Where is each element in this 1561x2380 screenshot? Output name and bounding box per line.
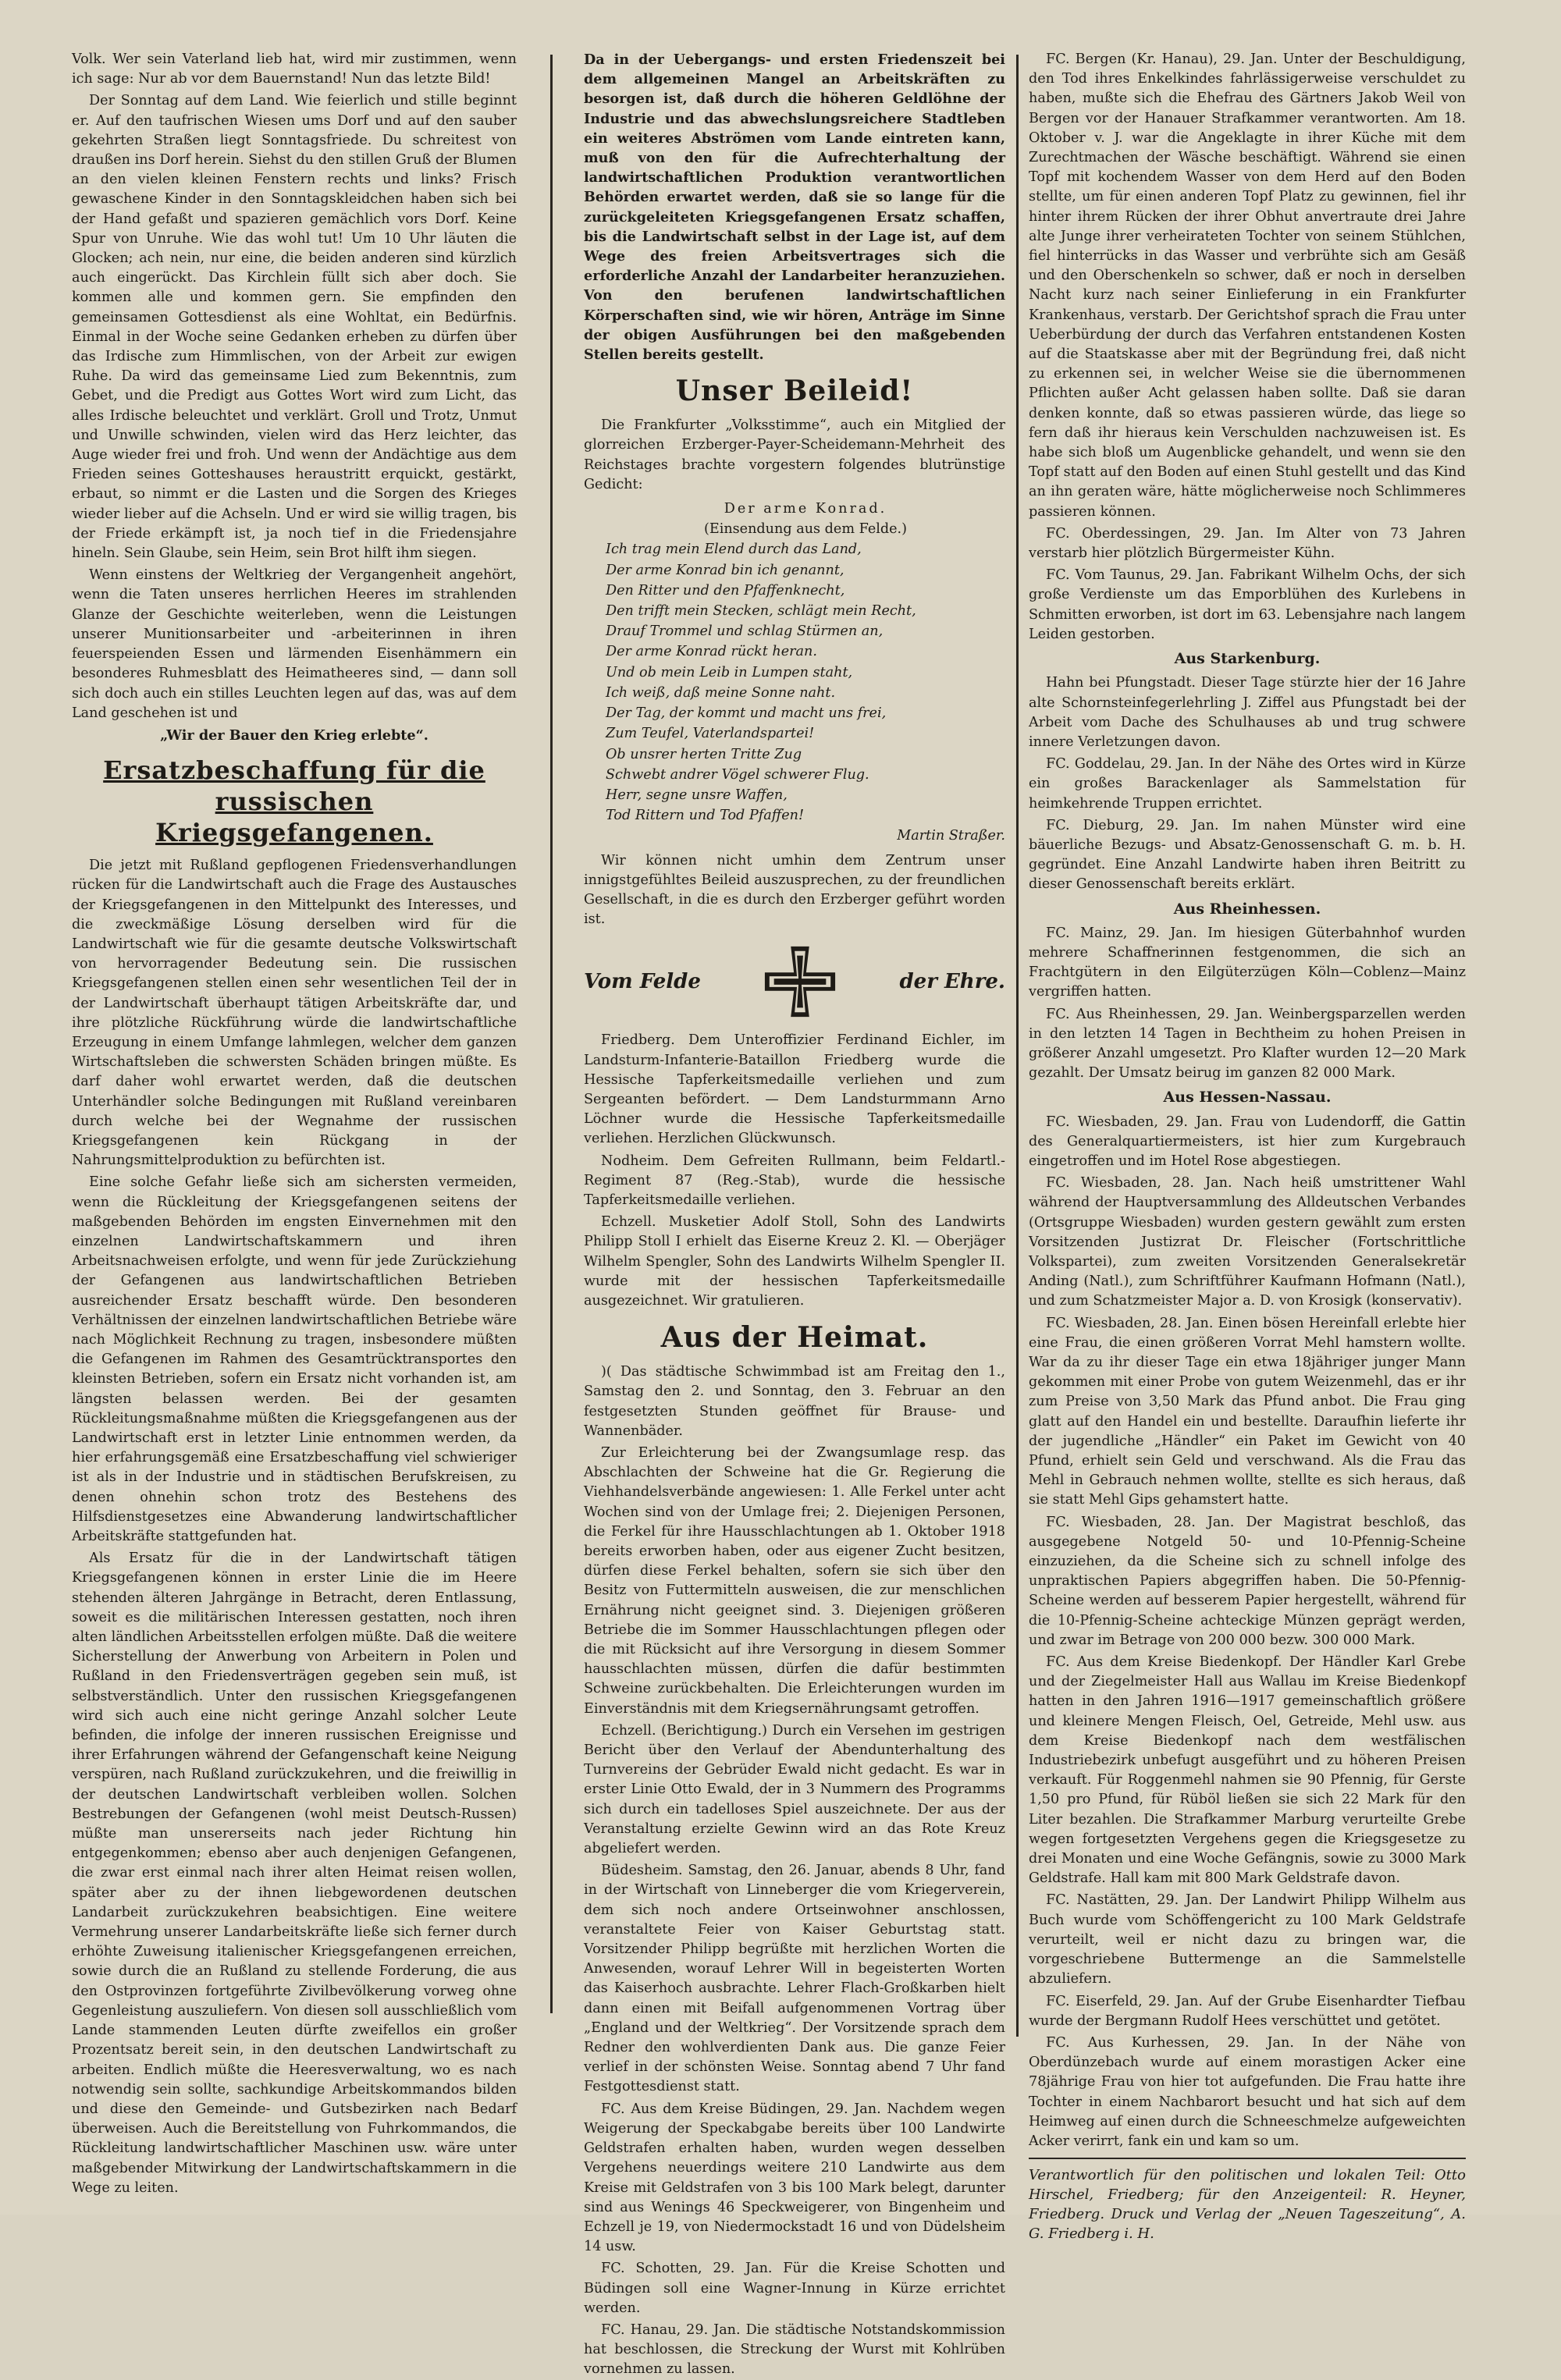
- paragraph: Friedberg. Dem Unteroffizier Ferdinand Eichler, im Landsturm-Infanterie-Bataillon Friedberg wurde die Hessische Tapferkeitsmedaille verliehen und zum Sergeanten befördert. — Dem Landsturmmann Arno Löchner wurde die Hessische Tapferkeitsmedaille verliehen. Herzlichen Glückwunsch.: [584, 1032, 1005, 1147]
- poem-line: Der arme Konrad bin ich genannt,: [606, 562, 845, 578]
- poem-line: Den Ritter und den Pfaffenknecht,: [606, 582, 845, 599]
- poem-author: Martin Straßer.: [897, 828, 1005, 844]
- paragraph: FC. Hanau, 29. Jan. Die städtische Notstandskommission hat beschlossen, die Streckung der Wurst mit Kohlrüben vornehmen zu lassen.: [584, 2321, 1005, 2378]
- poem-line: Der arme Konrad rückt heran.: [606, 644, 817, 660]
- paragraph: FC. Dieburg, 29. Jan. Im nahen Münster wird eine bäuerliche Bezugs- und Absatz-Genossenschaft G. m. b. H. gegründet. Eine Anzahl Landwirte haben ihren Beitritt zu dieser Genossenschaft bereits erklärt.: [1029, 817, 1466, 893]
- feld-heading-left: Vom Felde: [584, 969, 701, 993]
- poem-title: Der arme Konrad.: [724, 501, 887, 517]
- paragraph: Echzell. Musketier Adolf Stoll, Sohn des Landwirts Philipp Stoll I erhielt das Eiserne Kreuz 2. Kl. — Oberjäger Wilhelm Spengler, Sohn des Landwirts Wilhelm Spengler II. wurde mit der hessischen Tapferkeitsmedaille ausgezeichnet. Wir gratulieren.: [584, 1214, 1005, 1309]
- paragraph: FC. Vom Taunus, 29. Jan. Fabrikant Wilhelm Ochs, der sich große Verdienste um das Emporblühen des Kurlebens in Schmitten erworben, ist dort im 63. Lebensjahre nach langem Leiden gestorben.: [1029, 567, 1466, 642]
- poem-line: Der Tag, der kommt und macht uns frei,: [606, 705, 887, 722]
- paragraph: Hahn bei Pfungstadt. Dieser Tage stürzte hier der 16 Jahre alte Schornsteinfegerlehrling J. Ziffel aus Pfungstadt bei der Arbeit vom Dache des Schulhauses ab und trug schwere innere Verletzungen davon.: [1029, 675, 1466, 750]
- section-heading-beileid: Unser Beileid!: [675, 375, 914, 408]
- paragraph: FC. Mainz, 29. Jan. Im hiesigen Güterbahnhof wurden mehrere Schaffnerinnen festgenommen, die sich an Frachtgütern in den Eilgüterzügen Köln—Coblenz—Mainz vergriffen hatten.: [1029, 925, 1466, 1000]
- paragraph: FC. Aus dem Kreise Büdingen, 29. Jan. Nachdem wegen Weigerung der Speckabgabe bereits über 100 Landwirte Geldstrafen erhalten haben, wurden wegen desselben Vergehens neuerdings weitere 210 Landwirte aus dem Kreise mit Geldstrafen von 3 bis 100 Mark belegt, darunter sind aus Wenings 46 Speckweigerer, von Bingenheim und Echzell je 19, von Niedermockstadt 16 und von Düdelsheim 14 usw.: [584, 2101, 1005, 2255]
- poem-line: Schwebt andrer Vögel schwerer Flug.: [606, 766, 869, 783]
- subheading-rheinhessen: Aus Rheinhessen.: [1173, 900, 1321, 918]
- paragraph: Wenn einstens der Weltkrieg der Vergangenheit angehört, wenn die Taten unseres herrlichen Heeres im strahlenden Glanze der Geschichte weiterleben, wenn die Leistungen unserer Munitionsarbeiter und -arbeiterinnen in ihren feuerspeienden Essen und lärmenden Eisenhämmern ein besonderes Ruhmesblatt des Heimatheeres sind, — dann soll sich doch auch ein stilles Leuchten legen auf das, was auf dem Land geschehen ist und: [72, 567, 517, 721]
- column-rule-left: [550, 55, 553, 2013]
- section-heading-feld: [584, 943, 1005, 1020]
- subheading-starkenburg: Aus Starkenburg.: [1174, 650, 1321, 668]
- paragraph: Nodheim. Dem Gefreiten Rullmann, beim Feldartl.-Regiment 87 (Reg.-Stab), wurde die hessische Tapferkeitsmedaille verliehen.: [584, 1153, 1005, 1208]
- paragraph: FC. Oberdessingen, 29. Jan. Im Alter von 73 Jahren verstarb hier plötzlich Bürgermeister Kühn.: [1029, 525, 1466, 562]
- subheading-hessen-nassau: Aus Hessen-Nassau.: [1163, 1089, 1332, 1107]
- divider: [1029, 2158, 1466, 2159]
- feld-heading-right: der Ehre.: [899, 969, 1005, 993]
- paragraph: Der Sonntag auf dem Land. Wie feierlich und stille beginnt er. Auf den taufrischen Wiesen ums Dorf und auf den sauber gekehrten Straßen liegt Sonntagsfriede. Du schreitest von draußen ins Dorf herein. Siehst du den stillen Gruß der Blumen an den vielen kleinen Fenstern rechts und links? Frisch gewaschene Kinder in den Sonntagskleidchen haben sich bei der Hand gefaßt und spazieren gemächlich vors Dorf. Keine Spur von Unruhe. Wie das wohl tut! Um 10 Uhr läuten die Glocken; ach nein, nur eine, die beiden anderen sind kürzlich auch eingerückt. Das Kirchlein füllt sich aber doch. Sie kommen alle und kommen gern. Sie empfinden den gemeinsamen Gottesdienst als eine Wohltat, ein Bedürfnis. Einmal in der Woche seine Gedanken erheben zu dürfen über das Irdische zum Himmlischen, von der Arbeit zur ewigen Ruhe. Da wird das gemeinsame Lied zum Bekenntnis, zum Gebet, und die Predigt aus Gottes Wort wird zum Licht, das alles Irdische beleuchtet und verklärt. Groll und Trotz, Unmut und Unwille schwinden, vielen wird das Herz leichter, das Auge wieder frei und froh. Und wenn der Andächtige aus dem Frieden seines Gotteshauses heraustritt erquickt, gestärkt, erbaut, so nimmt er die Lasten und die Sorgen des Krieges wieder lieber auf die Achseln. Und er wird sie willig tragen, bis der Friede erkämpft ist, ja noch tief in die Friedensjahre hineln. Sein Glaube, sein Heim, sein Brot hilft ihm siegen.: [72, 93, 517, 562]
- section-heading-heimat: Aus der Heimat.: [660, 1321, 929, 1355]
- imprint: Verantwortlich für den politischen und lokalen Teil: Otto Hirschel, Friedberg; für den Anzeigenteil: R. Heyner, Friedberg. Druck und Verlag der „Neuen Tageszeitung“, A. G. Friedberg i. H.: [1029, 2167, 1466, 2243]
- paragraph: FC. Wiesbaden, 28. Jan. Nach heiß umstrittener Wahl während der Hauptversammlung des Alldeutschen Verbandes (Ortsgruppe Wiesbaden) wurden gestern gewählt zum ersten Vorsitzenden Justizrat Dr. Fleischer (Fortschrittliche Volkspartei), zum zweiten Vorsitzenden Generalsekretär Anding (Natl.), zum Schriftführer Kaufmann Hofmann (Natl.), und zum Schatzmeister Major a. D. von Krosigk (konservativ).: [1029, 1175, 1466, 1309]
- article-heading: Ersatzbeschaffung für die russischen Kriegsgefangenen.: [103, 755, 485, 848]
- paragraph: Die jetzt mit Rußland gepflogenen Friedensverhandlungen rücken für die Landwirtschaft auch die Frage des Austausches der Kriegsgefangenen in den Mittelpunkt des Interesses, und die zweckmäßige Lösung derselben wird für die Landwirtschaft wie für die gesamte deutsche Volkswirtschaft von hervorragender Bedeutung sein. Die russischen Kriegsgefangenen stellen einen sehr wesentlichen Teil der in der Landwirtschaft überhaupt tätigen Arbeitskräfte dar, und ihre plötzliche Rückführung würde die landwirtschaftliche Erzeugung in einem Umfange lahmlegen, welcher dem ganzen Wirtschaftsleben die schwersten Schäden bringen müßte. Es darf daher wohl erwartet werden, daß die deutschen Unterhändler solche Bedingungen mit Rußland vereinbaren durch welche bei der Wegnahme der russischen Kriegsgefangenen kein Rückgang in der Nahrungsmittelproduktion zu befürchten ist.: [72, 858, 517, 1169]
- column-3: [1029, 50, 1466, 2243]
- paragraph: FC. Wiesbaden, 28. Jan. Einen bösen Hereinfall erlebte hier eine Frau, die einen größeren Vorrat Mehl hamstern wollte. War da zu ihr dieser Tage ein etwa 18jähriger junger Mann gekommen mit einer Probe von gutem Weizenmehl, das er ihr zum Preise von 3,50 Mark das Pfund anbot. Die Frau ging glatt auf den Handel ein und bestellte. Daraufhin lieferte ihr der jugendliche „Händler“ ein Paket im Gewicht von 40 Pfund, erhielt sein Geld und verschwand. Als die Frau das Mehl in Gebrauch nehmen wollte, stellte es sich heraus, daß sie statt Mehl Gips gehamstert hatte.: [1029, 1315, 1466, 1508]
- poem-line: Ob unsrer herten Tritte Zug: [606, 746, 802, 762]
- iron-cross-icon: [762, 943, 838, 1020]
- poem-line: Zum Teufel, Vaterlandspartei!: [606, 726, 815, 742]
- column-1: [72, 50, 517, 2196]
- poem-line: Drauf Trommel und schlag Stürmen an,: [606, 623, 884, 640]
- bold-paragraph: Da in der Uebergangs- und ersten Friedenszeit bei dem allgemeinen Mangel an Arbeitskräften zu besorgen ist, daß durch die höheren Geldlöhne der Industrie und das abwechslungsreichere Stadtleben ein weiteres Abströmen vom Lande eintreten kann, muß von den für die Aufrechterhaltung der landwirtschaftlichen Produktion verantwortlichen Behörden erwartet werden, daß sie so lange für die zurückgeleiteten Kriegsgefangenen Ersatz schaffen, bis die Landwirtschaft selbst in der Lage ist, auf dem Wege des freien Arbeitsvertrages sich die erforderliche Anzahl der Landarbeiter heranzuziehen. Von den berufenen landwirtschaftlichen Körperschaften sind, wie wir hören, Anträge im Sinne der obigen Ausführungen bei den maßgebenden Stellen bereits gestellt.: [584, 52, 1005, 364]
- paragraph: Die Frankfurter „Volksstimme“, auch ein Mitglied der glorreichen Erzberger-Payer-Scheidemann-Mehrheit des Reichstages brachte vorgestern folgendes blutrünstige Gedicht:: [584, 417, 1005, 492]
- column-rule-right: [1016, 55, 1019, 2037]
- paragraph-quote: „Wir der Bauer den Krieg erlebte“.: [160, 726, 428, 744]
- poem-line: Ich weiß, daß meine Sonne naht.: [606, 684, 836, 701]
- paragraph: FC. Goddelau, 29. Jan. In der Nähe des Ortes wird in Kürze ein großes Barackenlager als Sammelstation für heimkehrende Truppen errichtet.: [1029, 756, 1466, 812]
- paragraph: Eine solche Gefahr ließe sich am sichersten vermeiden, wenn die Rückleitung der Kriegsgefangenen seitens der maßgebenden Behörden im engsten Einvernehmen mit den einzelnen Landwirtschaftskammern und ihren Arbeitsnachweisen erfolgte, und wenn für jede Zurückziehung der Gefangenen aus landwirtschaftlichen Betrieben ausreichender Ersatz beschafft würde. Den besonderen Verhältnissen der einzelnen landwirtschaftlichen Betriebe wäre nach Möglichkeit Rechnung zu tragen, insbesondere müßten die Gefangenen im Rahmen des Gesamtrücktransportes den kleinsten Betrieben, sofern ein Ersatz nicht vorhanden ist, am längsten belassen werden. Bei der gesamten Rückleitungsmaßnahme müßten die Kriegsgefangenen aus der Landwirtschaft erst in letzter Linie entnommen werden, da hier erfahrungsgemäß eine Ersatzbeschaffung viel schwieriger ist als in der Industrie und in städtischen Berufskreisen, zu denen ohnehin schon trotz des Bestehens des Hilfsdienstgesetzes eine Abwanderung landwirtschaftlicher Arbeitskräfte stattgefunden hat.: [72, 1174, 517, 1545]
- paragraph: FC. Schotten, 29. Jan. Für die Kreise Schotten und Büdingen soll eine Wagner-Innung in Kürze errichtet werden.: [584, 2261, 1005, 2316]
- paragraph: Wir können nicht umhin dem Zentrum unser innigstgefühltes Beileid auszusprechen, zu der freundlichen Gesellschaft, in die es durch den Erzberger geführt worden ist.: [584, 852, 1005, 928]
- paragraph: Volk. Wer sein Vaterland lieb hat, wird mir zustimmen, wenn ich sage: Nur ab vor dem Bauernstand! Nun das letzte Bild!: [72, 52, 517, 87]
- poem-line: Herr, segne unsre Waffen,: [606, 787, 788, 803]
- poem-line: Tod Rittern und Tod Pfaffen!: [606, 808, 805, 824]
- poem-line: Und ob mein Leib in Lumpen staht,: [606, 664, 853, 680]
- paragraph: FC. Wiesbaden, 28. Jan. Der Magistrat beschloß, das ausgegebene Notgeld 50- und 10-Pfennig-Scheine einzuziehen, da die Scheine sich zu schnell infolge des unpraktischen Papiers abgegriffen haben. Die 50-Pfennig-Scheine werden auf besserem Papier hergestellt, während für die 10-Pfennig-Scheine achteckige Münzen geprägt werden, und zwar im Betrage von 200 000 bezw. 300 000 Mark.: [1029, 1514, 1466, 1648]
- poem-line: Den trifft mein Stecken, schlägt mein Recht,: [606, 603, 916, 620]
- paragraph: Büdesheim. Samstag, den 26. Januar, abends 8 Uhr, fand in der Wirtschaft von Linneberger die vom Kriegerverein, dem sich noch andere Ortseinwohner anschlossen, veranstaltete Feier von Kaiser Geburtstag statt. Vorsitzender Philipp begrüßte mit herzlichen Worten die Anwesenden, worauf Lehrer Will in begeisterten Worten das Kaiserhoch ausbrachte. Lehrer Flach-Großkarben hielt dann einen mit Beifall aufgenommenen Vortrag über „England und der Weltkrieg“. Der Vorsitzende sprach dem Redner den wohlverdienten Dank aus. Die ganze Feier verlief in der schönsten Weise. Sonntag abend 7 Uhr fand Festgottesdienst statt.: [584, 1863, 1005, 2095]
- paragraph: FC. Aus Kurhessen, 29. Jan. In der Nähe von Oberdünzebach wurde auf einem morastigen Acker eine 78jährige Frau von hier tot aufgefunden. Die Frau hatte ihre Tochter in einem Nachbarort besucht und hat sich auf dem Heimweg auf einen durch die Schneeschmelze aufgeweichten Acker verirrt, fank ein und kam so um.: [1029, 2034, 1466, 2149]
- poem-subtitle: (Einsendung aus dem Felde.): [703, 521, 908, 538]
- paragraph: FC. Nastätten, 29. Jan. Der Landwirt Philipp Wilhelm aus Buch wurde vom Schöffengericht zu 100 Mark Geldstrafe verurteilt, weil er nicht dazu zu bringen war, die vorgeschriebene Buttermenge an die Sammelstelle abzuliefern.: [1029, 1892, 1466, 1987]
- paragraph: Als Ersatz für die in der Landwirtschaft tätigen Kriegsgefangenen können in erster Linie die im Heere stehenden älteren Jahrgänge in Betracht, deren Entlassung, soweit es die militärischen Interessen gestatten, noch ihren alten ländlichen Arbeitsstellen erfolgen müßte. Daß die weitere Sicherstellung der Anwerbung von Arbeitern in Polen und Rußland in den Friedensverträgen gegeben sein muß, ist selbstverständlich. Unter den russischen Kriegsgefangenen wird sich auch eine nicht geringe Anzahl solcher Leute befinden, die infolge der inneren russischen Ereignisse und ihrer Erfahrungen während der Gefangenschaft keine Neigung verspüren, nach Rußland zurückzukehren, und die freiwillig in der deutschen Landwirtschaft verbleiben wollen. Solchen Bestrebungen der Gefangenen (wohl meist Deutsch-Russen) müßte man unsererseits nach jeder Richtung hin entgegenkommen; ebenso aber auch denjenigen Gefangenen, die zwar erst einmal nach ihrer alten Heimat reisen wollen, später aber zu der ihnen liebgewordenen deutschen Landarbeit zurückzukehren beabsichtigen. Eine weitere Vermehrung unserer Landarbeitskräfte ließe sich ferner durch erhöhte Zuweisung italienischer Kriegsgefangenen erreichen, sowie durch die an Rußland zu stellende Forderung, die aus den Ostprovinzen fortgeführte Zivilbevölkerung vorweg ohne Gegenleistung auszuliefern. Von diesen soll ausschließlich vom Lande stammenden Leuten dürfte zweifellos ein großer Prozentsatz bereit sein, in den deutschen Landwirtschaft zu arbeiten. Endlich müßte die Heeresverwaltung, wo es nach notwendig sein sollte, sachkundige Arbeitskommandos bilden und diese den Gemeinde- und Gutsbezirken nach Bedarf überweisen. Auch die Bereitstellung von Fuhrkommandos, die Rückleitung landwirtschaftlicher Maschinen usw. wäre unter maßgebender Mitwirkung der Landwirtschaftskammern in die Wege zu leiten.: [72, 1551, 517, 2196]
- paragraph: Zur Erleichterung bei der Zwangsumlage resp. das Abschlachten der Schweine hat die Gr. Regierung die Viehhandelsverbände angewiesen: 1. Alle Ferkel unter acht Wochen sind von der Umlage frei; 2. Diejenigen Personen, die Ferkel für ihre Hausschlachtungen ab 1. Oktober 1918 bereits erworben haben, oder aus eigener Zucht besitzen, dürfen diese Ferkel behalten, sofern sie sich über den Besitz von Futtermitteln ausweisen, die zur menschlichen Ernährung nicht geeignet sind. 3. Diejenigen größeren Betriebe die im Sommer Hausschlachtungen pflegen oder die mit Rücksicht auf ihre Versorgung in diesem Sommer hausschlachten müssen, dürfen die dafür bestimmten Schweine zurückbehalten. Die Erleichterungen wurden im Einverständnis mit dem Kriegsernährungsamt getroffen.: [584, 1444, 1005, 1717]
- paragraph: FC. Aus Rheinhessen, 29. Jan. Weinbergsparzellen werden in den letzten 14 Tagen in Bechtheim zu hohen Preisen in größerer Anzahl umgesetzt. Pro Klafter wurden 12—20 Mark gezahlt. Der Umsatz beirug im ganzen 82 000 Mark.: [1029, 1006, 1466, 1082]
- paragraph: FC. Bergen (Kr. Hanau), 29. Jan. Unter der Beschuldigung, den Tod ihres Enkelkindes fahrlässigerweise verschuldet zu haben, mußte sich die Ehefrau des Gärtners Jakob Weil von Bergen vor der Hanauer Strafkammer verantworten. Am 18. Oktober v. J. war die Angeklagte in ihrer Küche mit dem Zurechtmachen der Wäsche beschäftigt. Während sie einen Topf mit kochendem Wasser von dem Herd auf den Boden stellte, um für einen anderen Topf Platz zu gewinnen, fiel ihr hinter ihrem Rücken der ihrer Obhut anvertraute drei Jahre alte Junge ihrer verheirateten Tochter von seinem Stühlchen, fiel hinterrücks in das Wasser und verbrühte sich am Gesäß und den Oberschenkeln so schwer, daß er noch in derselben Nacht kurz nach seiner Einlieferung in ein Frankfurter Krankenhaus, verstarb. Der Gerichtshof sprach die Frau unter Ueberbürdung der durch das Verfahren entstandenen Kosten auf die Staatskasse aber mit der Begründung frei, daß nicht zu erkennen sei, in welcher Weise sie die übernommenen Pflichten außer Acht gelassen haben sollte. Daß sie daran denken konnte, daß so etwas passieren würde, das liege so fern daß ihr hieraus kein Verschulden nachzuweisen ist. Es habe sich bloß um Augenblicke gehandelt, und wenn sie den Topf statt auf den Boden auf einen Stuhl gestellt und das Kind an ihn geraten wäre, hätte möglicherweise noch Schlimmeres passieren können.: [1029, 52, 1466, 520]
- paragraph: Echzell. (Berichtigung.) Durch ein Versehen im gestrigen Bericht über den Verlauf der Abendunterhaltung des Turnvereins der Gebrüder Ewald nicht gedacht. Es war in erster Linie Otto Ewald, der in 3 Nummern des Programms sich durch ein tadelloses Spiel auszeichnete. Der aus der Veranstaltung erzielte Gewinn wird an das Rote Kreuz abgeliefert werden.: [584, 1722, 1005, 1857]
- paragraph: FC. Aus dem Kreise Biedenkopf. Der Händler Karl Grebe und der Ziegelmeister Hall aus Wallau im Kreise Biedenkopf hatten in den Jahren 1916—1917 gemeinschaftlich größere und kleinere Mengen Fleisch, Oel, Getreide, Mehl usw. aus dem Kreise Biedenkopf nach dem westfälischen Industriebezirk unbefugt ausgeführt und zu höheren Preisen verkauft. Für Roggenmehl nahmen sie 90 Pfennig, für Gerste 1,50 pro Pfund, für Rüböl ließen sie sich 22 Mark für den Liter bezahlen. Die Strafkammer Marburg verurteilte Grebe wegen fortgesetzten Vergehens gegen die Kriegsgesetze zu drei Monaten und eine Woche Gefängnis, sowie zu 3000 Mark Geldstrafe. Hall kam mit 800 Mark Geldstrafe davon.: [1029, 1654, 1466, 1887]
- column-2: [584, 50, 1005, 2378]
- paragraph: )( Das städtische Schwimmbad ist am Freitag den 1., Samstag den 2. und Sonntag, den 3. Februar an den festgesetzten Stunden geöffnet für Brause- und Wannenbäder.: [584, 1364, 1005, 1439]
- poem: [606, 499, 1005, 846]
- poem-line: Ich trag mein Elend durch das Land,: [606, 542, 862, 558]
- paragraph: FC. Wiesbaden, 29. Jan. Frau von Ludendorff, die Gattin des Generalquartiermeisters, ist hier zum Kurgebrauch eingetroffen und im Hotel Rose abgestiegen.: [1029, 1114, 1466, 1169]
- paragraph: FC. Eiserfeld, 29. Jan. Auf der Grube Eisenhardter Tiefbau wurde der Bergmann Rudolf Hees verschüttet und getötet.: [1029, 1993, 1466, 2029]
